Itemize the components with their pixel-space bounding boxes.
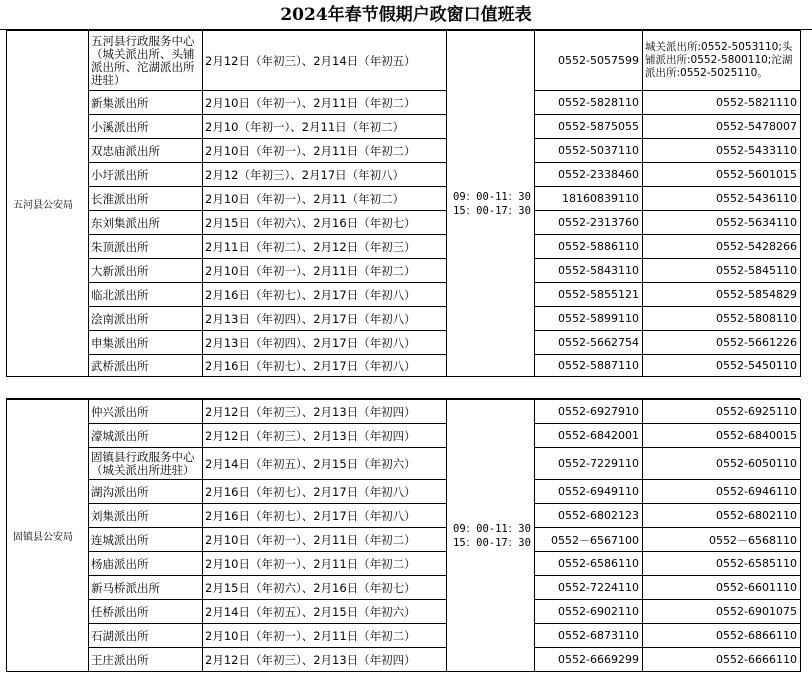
duty-date: 2月10日（年初一）、2月11日（年初二） [203, 552, 447, 576]
table-row [7, 528, 801, 552]
table-row [7, 31, 801, 91]
window-phone: 0552-7224110 [535, 576, 643, 600]
contact-phone: 0552-5436110 [643, 187, 801, 211]
contact-phone: 0552-6802110 [643, 504, 801, 528]
station-name: 浍南派出所 [89, 307, 203, 331]
contact-phone: 0552-5821110 [643, 91, 801, 115]
office-hours [447, 31, 535, 377]
org-cell: 五河县公安局 [7, 31, 89, 377]
window-phone: 0552-5855121 [535, 283, 643, 307]
station-name: 大新派出所 [89, 259, 203, 283]
sheet-title: 2024年春节假期户政窗口值班表 [0, 0, 812, 30]
contact-phone: 0552-6946110 [643, 480, 801, 504]
station-name: 杨庙派出所 [89, 552, 203, 576]
station-name: 申集派出所 [89, 331, 203, 355]
table-row [7, 424, 801, 448]
contact-phone: 0552-5428266 [643, 235, 801, 259]
contact-phone: 0552-6585110 [643, 552, 801, 576]
station-name: 新马桥派出所 [89, 576, 203, 600]
table-row [7, 600, 801, 624]
duty-date: 2月10（年初一）、2月11日（年初二） [203, 115, 447, 139]
window-phone: 0552-6802123 [535, 504, 643, 528]
table-row [7, 576, 801, 600]
table-row [7, 552, 801, 576]
station-name: 石湖派出所 [89, 624, 203, 648]
table-row [7, 211, 801, 235]
table-row [7, 355, 801, 377]
table-row [7, 115, 801, 139]
duty-date: 2月16日（年初七）、2月17日（年初八） [203, 480, 447, 504]
station-name: 小圩派出所 [89, 163, 203, 187]
window-phone: 0552－6567100 [535, 528, 643, 552]
duty-date: 2月10日（年初一）、2月11日（年初二） [203, 139, 447, 163]
duty-date: 2月12日（年初三）、2月13日（年初四） [203, 648, 447, 672]
office-hours-line: 15：00-17：30 [453, 204, 531, 217]
window-phone: 0552-2313760 [535, 211, 643, 235]
duty-date: 2月13日（年初四）、2月17日（年初八） [203, 307, 447, 331]
station-name: 武桥派出所 [89, 355, 203, 377]
window-phone: 0552-6842001 [535, 424, 643, 448]
duty-date: 2月12（年初三）、2月17日（年初八） [203, 163, 447, 187]
table-row [7, 163, 801, 187]
duty-date: 2月15日（年初六）、2月16日（年初七） [203, 576, 447, 600]
window-phone: 0552-6949110 [535, 480, 643, 504]
duty-date: 2月16日（年初七）、2月17日（年初八） [203, 355, 447, 377]
table-row [7, 400, 801, 424]
window-phone: 0552-5886110 [535, 235, 643, 259]
contact-phone: 0552-5661226 [643, 331, 801, 355]
window-phone: 0552-6927910 [535, 400, 643, 424]
station-name: 濠城派出所 [89, 424, 203, 448]
station-name: 东刘集派出所 [89, 211, 203, 235]
window-phone: 0552-5887110 [535, 355, 643, 377]
office-hours-line: 09：00-11：30 [453, 522, 531, 535]
station-name: 长淮派出所 [89, 187, 203, 211]
station-name: 临北派出所 [89, 283, 203, 307]
contact-phone: 0552-6050110 [643, 448, 801, 480]
window-phone: 0552-5037110 [535, 139, 643, 163]
station-name: 仲兴派出所 [89, 400, 203, 424]
station-name: 五河县行政服务中心（城关派出所、头铺派出所、沱湖派出所进驻） [89, 31, 203, 91]
duty-date: 2月10日（年初一）、2月11日（年初二） [203, 259, 447, 283]
station-name: 小溪派出所 [89, 115, 203, 139]
window-phone: 0552-6669299 [535, 648, 643, 672]
duty-date: 2月15日（年初六）、2月16日（年初七） [203, 211, 447, 235]
window-phone: 0552-6902110 [535, 600, 643, 624]
station-name: 任桥派出所 [89, 600, 203, 624]
window-phone: 18160839110 [535, 187, 643, 211]
contact-phone: 0552-5478007 [643, 115, 801, 139]
contact-phone: 0552-5808110 [643, 307, 801, 331]
org-cell: 固镇县公安局 [7, 400, 89, 672]
wuhe-table [6, 30, 801, 377]
duty-date: 2月10日（年初一）、2月11（年初二） [203, 187, 447, 211]
contact-phone: 0552-6901075 [643, 600, 801, 624]
duty-date: 2月12日（年初三）、2月13日（年初四） [203, 424, 447, 448]
duty-date: 2月10日（年初一）、2月11日（年初二） [203, 528, 447, 552]
duty-date: 2月10日（年初一）、2月11日（年初二） [203, 624, 447, 648]
table-row [7, 235, 801, 259]
table-row [7, 448, 801, 480]
duty-date: 2月16日（年初七）、2月17日（年初八） [203, 504, 447, 528]
station-name: 湖沟派出所 [89, 480, 203, 504]
duty-date: 2月14日（年初五）、2月15日（年初六） [203, 448, 447, 480]
window-phone: 0552-5057599 [535, 31, 643, 91]
window-phone: 0552-6586110 [535, 552, 643, 576]
window-phone: 0552-7229110 [535, 448, 643, 480]
duty-date: 2月12日（年初三）、2月14日（年初五） [203, 31, 447, 91]
window-phone: 0552-5828110 [535, 91, 643, 115]
contact-phone: 0552-6666110 [643, 648, 801, 672]
contact-phone: 0552-5601015 [643, 163, 801, 187]
window-phone: 0552-5662754 [535, 331, 643, 355]
window-phone: 0552-5875055 [535, 115, 643, 139]
duty-date: 2月13日（年初四）、2月17日（年初八） [203, 331, 447, 355]
office-hours-line: 15：00-17：30 [453, 536, 531, 549]
table-row [7, 648, 801, 672]
contact-phone: 0552-6925110 [643, 400, 801, 424]
table-row [7, 480, 801, 504]
table-row [7, 259, 801, 283]
table-row [7, 91, 801, 115]
table-row [7, 187, 801, 211]
table-row [7, 283, 801, 307]
contact-phone: 城关派出所:0552-5053110;头铺派出所:0552-5800110;沱湖派出所:0552-5025110。 [643, 31, 801, 91]
contact-phone: 0552-6840015 [643, 424, 801, 448]
window-phone: 0552-2338460 [535, 163, 643, 187]
station-name: 连城派出所 [89, 528, 203, 552]
office-hours [447, 400, 535, 672]
table-row [7, 307, 801, 331]
table-row [7, 139, 801, 163]
office-hours-line: 09：00-11：30 [453, 190, 531, 203]
guzhen-table [6, 399, 801, 672]
contact-phone: 0552-6601110 [643, 576, 801, 600]
station-name: 双忠庙派出所 [89, 139, 203, 163]
duty-date: 2月10日（年初一）、2月11日（年初二） [203, 91, 447, 115]
contact-phone: 0552-5634110 [643, 211, 801, 235]
table-row [7, 331, 801, 355]
window-phone: 0552-6873110 [535, 624, 643, 648]
table-row [7, 624, 801, 648]
contact-phone: 0552-5845110 [643, 259, 801, 283]
duty-date: 2月12日（年初三）、2月13日（年初四） [203, 400, 447, 424]
window-phone: 0552-5899110 [535, 307, 643, 331]
duty-date: 2月14日（年初五）、2月15日（年初六） [203, 600, 447, 624]
table-row [7, 504, 801, 528]
station-name: 朱顶派出所 [89, 235, 203, 259]
contact-phone: 0552-6866110 [643, 624, 801, 648]
station-name: 王庄派出所 [89, 648, 203, 672]
window-phone: 0552-5843110 [535, 259, 643, 283]
station-name: 刘集派出所 [89, 504, 203, 528]
station-name: 新集派出所 [89, 91, 203, 115]
contact-phone: 0552-5450110 [643, 355, 801, 377]
duty-date: 2月11日（年初二）、2月12日（年初三） [203, 235, 447, 259]
contact-phone: 0552－6568110 [643, 528, 801, 552]
contact-phone: 0552-5433110 [643, 139, 801, 163]
duty-date: 2月16日（年初七）、2月17日（年初八） [203, 283, 447, 307]
contact-phone: 0552-5854829 [643, 283, 801, 307]
station-name: 固镇县行政服务中心（城关派出所进驻） [89, 448, 203, 480]
